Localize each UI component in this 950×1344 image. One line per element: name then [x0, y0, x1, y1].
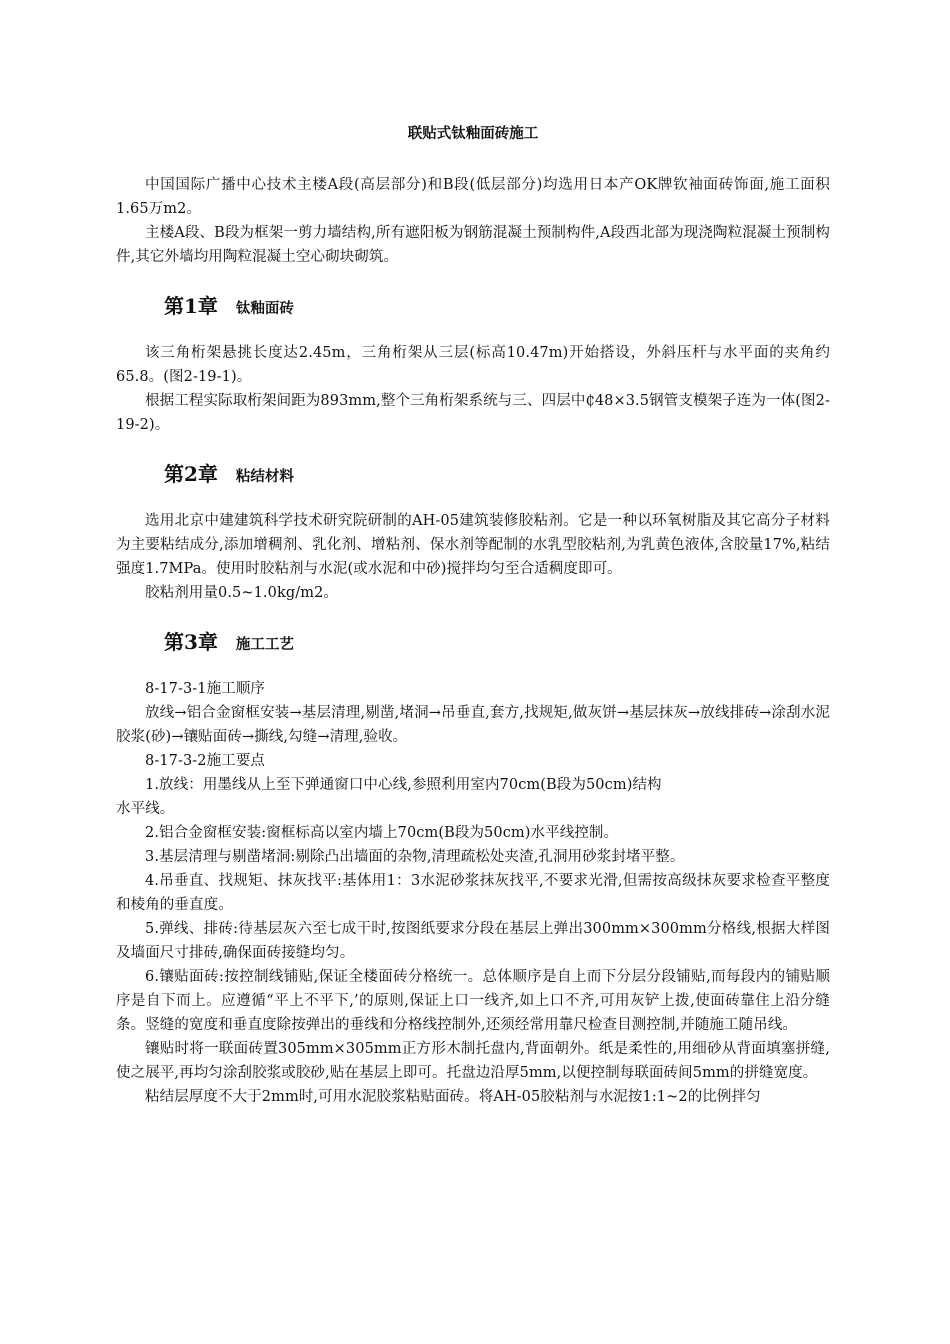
body-paragraph: 根据工程实际取桁架间距为893mm,整个三角桁架系统与三、四层中₵48×3.5钢管支模架子连为一体(图2-19-2)。: [116, 393, 830, 433]
intro-paragraph: 主楼A段、B段为框架一剪力墙结构,所有遮阳板为钢筋混凝土预制构件,A段西北部为现浇陶粒混凝土预制构件,其它外墙均用陶粒混凝土空心砌块砌筑。: [116, 225, 830, 265]
body-paragraph: 水平线。: [116, 801, 175, 817]
body-paragraph: 胶粘剂用量0.5~1.0kg/m2。: [145, 585, 338, 601]
chapter-heading: [116, 627, 830, 657]
chapter-heading: [116, 291, 830, 321]
body-paragraph: 4.吊垂直、找规矩、抹灰找平:基体用1：3水泥砂浆抹灰找平,不要求光滑,但需按高级抹灰要求检查平整度和棱角的垂直度。: [116, 873, 830, 913]
body-paragraph: 该三角桁架悬挑长度达2.45m，三角桁架从三层(标高10.47m)开始搭设，外斜压杆与水平面的夹角约65.8。(图2-19-1)。: [116, 345, 830, 385]
section-label: 8-17-3-1施工顺序: [145, 681, 266, 697]
body-paragraph: 粘结层厚度不大于2mm时,可用水泥胶浆粘贴面砖。将AH-05胶粘剂与水泥按1:1~2的比例拌匀: [145, 1089, 761, 1105]
chapter-name: 钛釉面砖: [235, 301, 294, 317]
body-paragraph: 6.镶贴面砖:按控制线铺贴,保证全楼面砖分格统一。总体顺序是自上而下分层分段铺贴,而每段内的铺贴顺序是自下而上。应遵循“平上不平下,’的原则,保证上口一线齐,如上口不齐,可用灰铲上拨,使面砖靠住上沿分缝条。竖缝的宽度和垂直度除按弹出的垂线和分格线控制外,还须经常用靠尺检查目测控制,并随施工随吊线。: [116, 969, 830, 1033]
body-paragraph: 1.放线：用墨线从上至下弹通窗口中心线,参照利用室内70cm(B段为50cm)结构: [145, 777, 662, 793]
chapter-number: 第1章: [164, 294, 218, 318]
body-paragraph: 3.基层清理与剔凿堵洞:剔除凸出墙面的杂物,清理疏松处夹渣,孔洞用砂浆封堵平整。: [145, 849, 685, 865]
chapter-heading: [116, 459, 830, 489]
body-paragraph: 选用北京中建建筑科学技术研究院研制的AH-05建筑装修胶粘剂。它是一种以环氧树脂及其它高分子材料为主要粘结成分,添加增稠剂、乳化剂、增粘剂、保水剂等配制的水乳型胶粘剂,为乳黄色液体,含胶量17%,粘结强度1.7MPa。使用时胶粘剂与水泥(或水泥和中砂)搅拌均匀至合适稠度即可。: [116, 513, 830, 577]
chapter-number: 第2章: [164, 462, 218, 486]
chapter-name: 施工工艺: [235, 637, 294, 653]
body-paragraph: 5.弹线、排砖:待基层灰六至七成干时,按图纸要求分段在基层上弹出300mm×300mm分格线,根据大样图及墙面尺寸排砖,确保面砖接缝均匀。: [116, 921, 830, 961]
section-label: 8-17-3-2施工要点: [145, 753, 266, 769]
chapter-name: 粘结材料: [235, 469, 294, 485]
document-title: 联贴式钛釉面砖施工: [407, 126, 539, 142]
body-paragraph: 镶贴时将一联面砖置305mm×305mm正方形木制托盘内,背面朝外。纸是柔性的,用细砂从背面填塞拼缝,使之展平,再均匀涂刮胶浆或胶砂,贴在基层上即可。托盘边沿厚5mm,以便控制每联面砖间5mm的拼缝宽度。: [116, 1041, 830, 1081]
body-paragraph: 2.铝合金窗框安装:窗框标高以室内墙上70cm(B段为50cm)水平线控制。: [145, 825, 619, 841]
intro-paragraph: 中国国际广播中心技术主楼A段(高层部分)和B段(低层部分)均选用日本产OK牌钦袖面砖饰面,施工面积1.65万m2。: [116, 177, 830, 217]
chapter-number: 第3章: [164, 630, 218, 654]
body-paragraph: 放线→铝合金窗框安装→基层清理,剔凿,堵洞→吊垂直,套方,找规矩,做灰饼→基层抹灰→放线排砖→涂刮水泥胶浆(砂)→镶贴面砖→撕线,勾缝→清理,验收。: [116, 705, 830, 745]
document-body: [116, 123, 830, 1109]
